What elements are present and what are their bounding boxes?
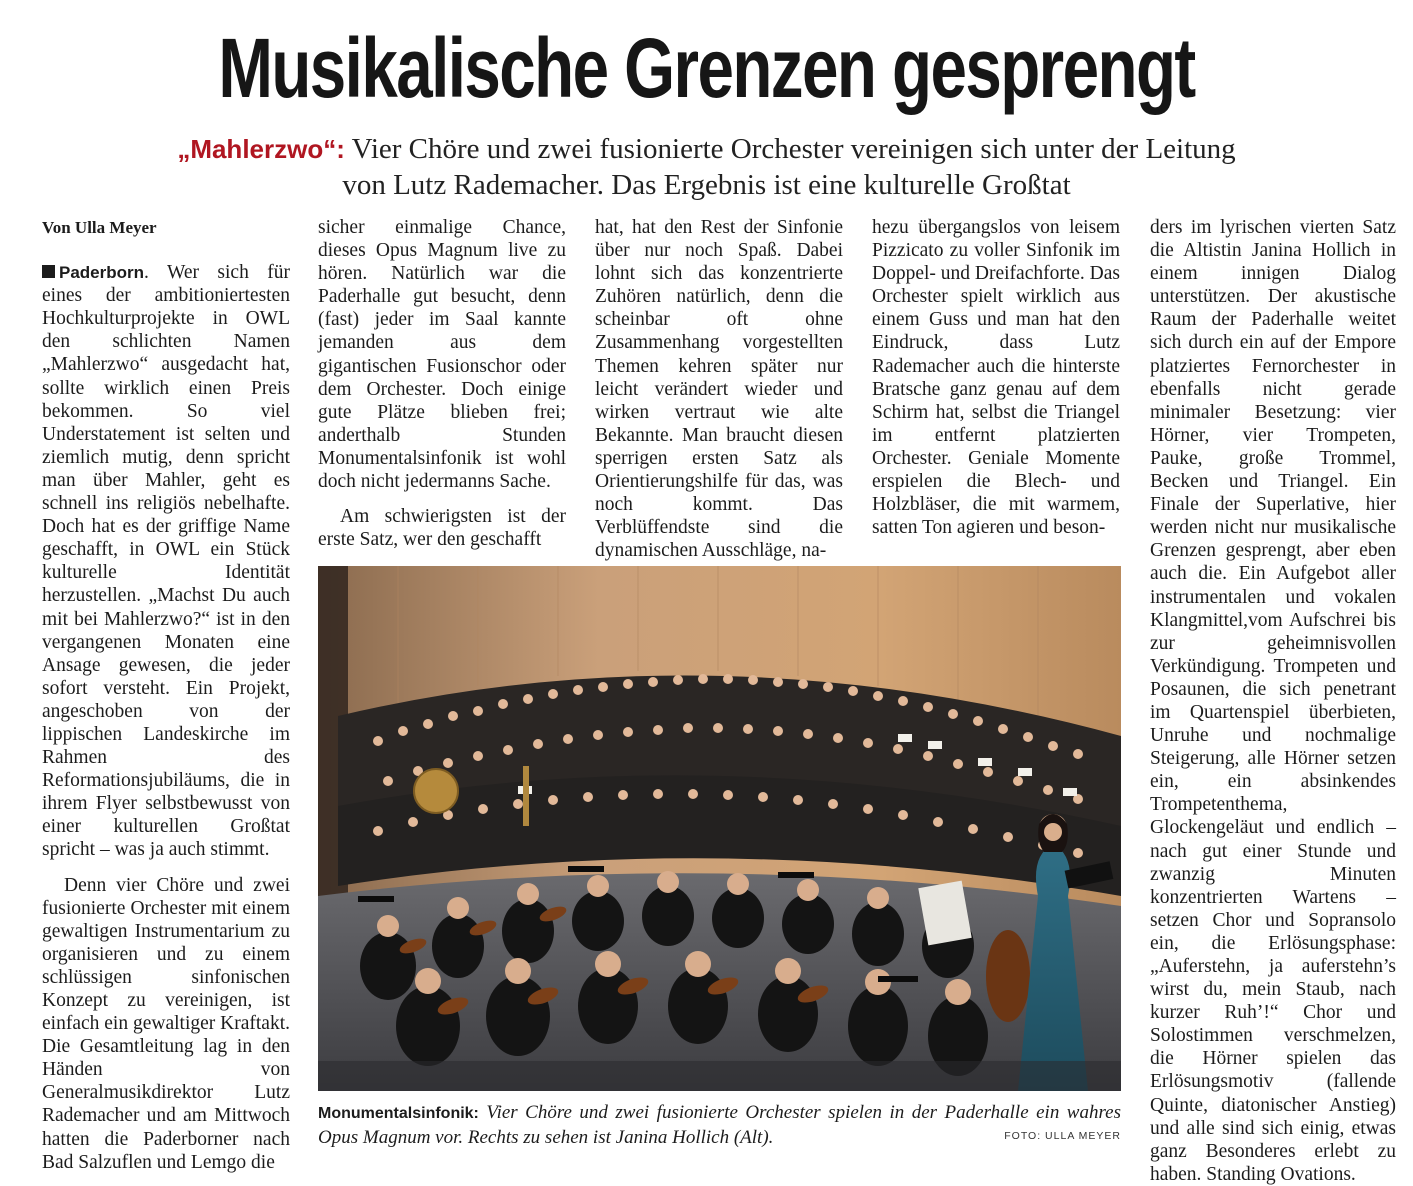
column-2-paragraph-2: Am schwierigsten ist der erste Satz, wer den geschafft — [318, 506, 566, 551]
column-1-paragraph-2: Denn vier Chöre und zwei fusionierte Orchester mit einem gewaltigen Instrumentarium zu organisieren und zu einem schlüssigen sinfonischen Konzept zu vereinigen, ist einfach ein gewaltiger Kraftakt. Die Gesamtleitung lag in den Händen von Generalmusikdirektor Lutz Rademacher und am Mittwoch hatten die Paderborner nach Bad Salzuflen und Lemgo die — [42, 874, 290, 1173]
article-column-2 — [318, 216, 566, 551]
dateline: Paderborn — [59, 263, 145, 283]
headline: Musikalische Grenzen gesprengt — [218, 21, 1195, 115]
article-column-4 — [872, 216, 1120, 539]
column-1-paragraph-1-text: . Wer sich für eines der ambitioniertesten Hochkulturprojekte in OWL den schlichten Namen „Mahlerzwo“ ausgedacht hat, sollte wirklich einen Preis bekommen. So viel Understatement ist selten und ziemlich mutig, denn spricht man über Mahler, geht es schnell ins religiös nebelhafte. Doch hat es der griffige Name geschafft, in OWL ein Stück kulturelle Identität herzustellen. „Machst Du auch mit bei Mahlerzwo?“ ist in den vergangenen Monaten eine Ansage gewesen, die jeder sofort versteht. Ein Projekt, angeschoben von der lippischen Landeskirche im Rahmen des Reformationsjubiläums, die in ihrem Flyer selbstbewusst von einer kulturellen Großtat spricht – was ja auch stimmt. — [42, 262, 290, 861]
article-column-5 — [1150, 216, 1396, 1186]
column-2-paragraph-1: sicher einmalige Chance, dieses Opus Magnum live zu hören. Natürlich war die Paderhalle gut besucht, denn (fast) jeder im Saal kannte jemanden aus dem gigantischen Fusionschor oder dem Orchester. Doch einige gute Plätze blieben frei; anderthalb Stunden Monumentalsinfonik ist wohl doch nicht jedermanns Sache. — [318, 217, 566, 493]
column-3-paragraph-1: hat, hat den Rest der Sinfonie über nur noch Spaß. Dabei lohnt sich das konzentrierte Zuhören natürlich, denn die scheinbar oft ohne Zusammenhang vorgestellten Themen kehren später nur leicht verändert wieder und wirken vertraut wie alte Bekannte. Man braucht diesen sperrigen ersten Satz als Orientierungshilfe für das, was noch kommt. Das Verblüffendste sind die dynamischen Ausschläge, na- — [595, 217, 843, 562]
column-5-paragraph-1: ders im lyrischen vierten Satz die Altistin Janina Hollich in einem innigen Dialog unterstützen. Der akustische Raum der Paderhalle weitet sich durch ein auf der Empore platziertes Fernorchester in ebenfalls nicht gerade minimaler Besetzung: vier Hörner, vier Trompeten, Pauke, große Trommel, Becken und Triangel. Ein Finale der Superlative, hier werden nicht nur musikalische Grenzen gesprengt, aber eben auch die. Ein Aufgebot aller instrumentalen und vokalen Klangmittel,vom Aufschrei bis zur geheimnisvollen Verkündigung. Trompeten und Posaunen, die sich penetrant im Quartenspiel überbieten, Unruhe und nochmalige Steigerung, alle Hörner setzen ein, ein absinkendes Trompetenthema, Glockengeläut und endlich – nach gut einer Stunde und zwanzig Minuten konzentrierten Wartens – setzen Chor und Sopransolo ein, die Erlösungsphase: „Auferstehn, ja auferstehn’s wirst du, mein Staub, nach kurzer Ruh’!“ Chor und Solostimmen verschmelzen, die Hörner spielen das Erlösungsmotiv (fallende Quinte, diatonischer Anstieg) und alle sind sich einig, etwas ganz Besonderes erlebt zu haben. Standing Ovations. — [1150, 217, 1396, 1185]
article-column-1 — [42, 216, 290, 1174]
byline: Von Ulla Meyer — [42, 218, 157, 237]
subheadline-line-2: von Lutz Rademacher. Das Ergebnis ist eine kulturelle Großtat — [342, 169, 1071, 201]
subheadline-line-1 — [0, 132, 1413, 166]
caption-text: Vier Chöre und zwei fusionierte Orchester spielen in der Paderhalle ein wahres Opus Magnum vor. Rechts zu sehen ist Janina Hollich (Alt). — [318, 1102, 1121, 1148]
photo-credit: FOTO: ULLA MEYER — [1004, 1130, 1121, 1142]
column-1-paragraph-1 — [42, 261, 290, 861]
subheadline-kicker: „Mahlerzwo“: — [177, 134, 345, 164]
caption-label: Monumentalsinfonik: — [318, 1105, 479, 1122]
column-4-paragraph-1: hezu übergangslos von leisem Pizzicato zu voller Sinfonik im Doppel- und Dreifachforte. Das Orchester spielt wirklich aus einem Guss und man hat den Eindruck, dass Lutz Rademacher auch die hinterste Bratsche ganz genau auf dem Schirm hat, selbst die Triangel im entfernt platzierten Orchester. Geniale Momente erspielen die Blech- und Holzbläser, die mit warmem, satten Ton agieren und beson- — [872, 217, 1120, 539]
article-column-3 — [595, 216, 843, 562]
concert-photo — [318, 566, 1121, 1091]
subheadline-text-1: Vier Chöre und zwei fusionierte Orchester vereinigen sich unter der Leitung — [344, 133, 1236, 165]
dateline-square-icon — [42, 265, 55, 278]
photo-caption — [318, 1101, 1121, 1150]
